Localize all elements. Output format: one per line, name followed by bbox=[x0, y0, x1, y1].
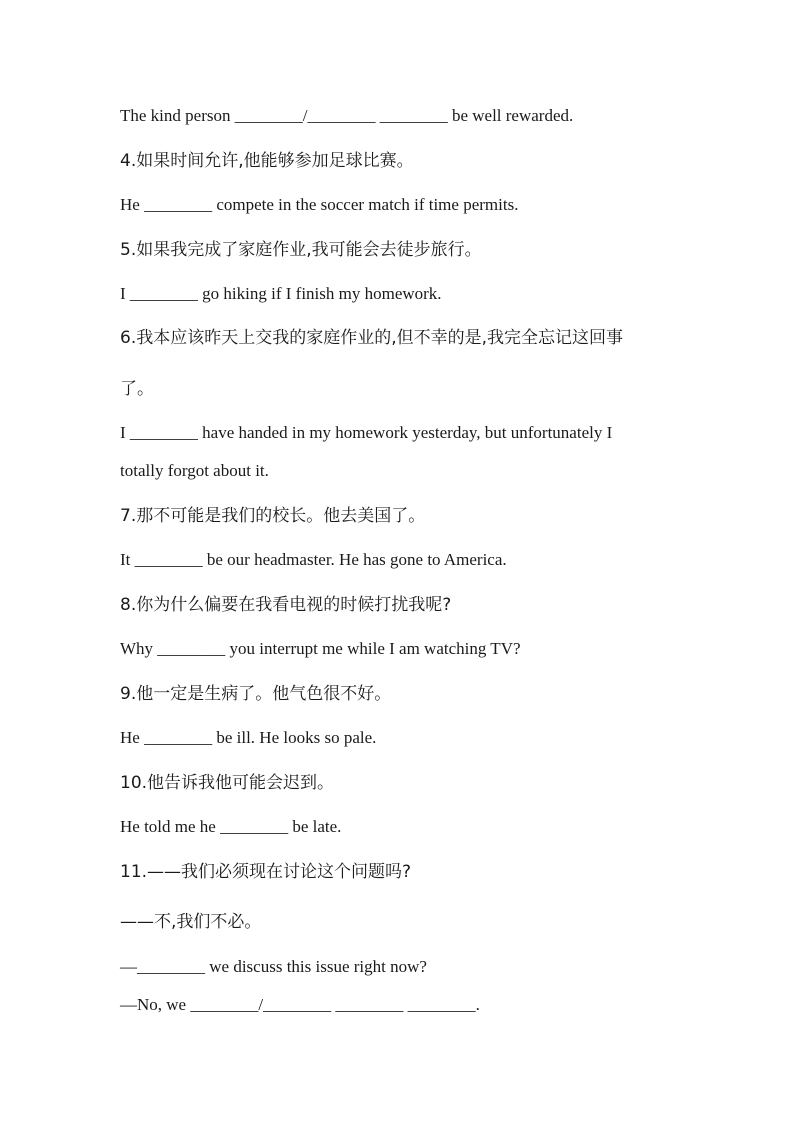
exercise-9-english-line: He ________ be ill. He looks so pale. bbox=[120, 728, 377, 747]
exercise-11-chinese-reply: ——不,我们不必。 bbox=[120, 912, 262, 932]
exercise-5-english-line: I ________ go hiking if I finish my homework. bbox=[120, 284, 442, 303]
exercise-11-chinese-prompt: 11.——我们必须现在讨论这个问题吗? bbox=[120, 862, 412, 882]
exercise-9-chinese-prompt: 9.他一定是生病了。他气色很不好。 bbox=[120, 684, 392, 704]
exercise-6-chinese-prompt: 6.我本应该昨天上交我的家庭作业的,但不幸的是,我完全忘记这回事 bbox=[120, 328, 624, 348]
exercise-8-english-line: Why ________ you interrupt me while I am watching TV? bbox=[120, 639, 521, 658]
exercise-8-chinese-prompt: 8.你为什么偏要在我看电视的时候打扰我呢? bbox=[120, 595, 452, 615]
exercise-10-chinese-prompt: 10.他告诉我他可能会迟到。 bbox=[120, 773, 335, 793]
exercise-7-english-line: It ________ be our headmaster. He has gone to America. bbox=[120, 550, 507, 569]
exercise-7-chinese-prompt: 7.那不可能是我们的校长。他去美国了。 bbox=[120, 506, 426, 526]
exercise-10-english-line: He told me he ________ be late. bbox=[120, 817, 342, 836]
exercise-3-english-line: The kind person ________/________ ________ be well rewarded. bbox=[120, 106, 574, 125]
exercise-6-english-line: I ________ have handed in my homework yesterday, but unfortunately I bbox=[120, 423, 613, 442]
exercise-11-english-answer: —No, we ________/________ ________ ________. bbox=[120, 995, 480, 1014]
exercise-4-english-line: He ________ compete in the soccer match if time permits. bbox=[120, 195, 519, 214]
exercise-6-chinese-prompt-continued: 了。 bbox=[120, 379, 154, 399]
exercise-6-english-line-continued: totally forgot about it. bbox=[120, 461, 269, 480]
exercise-4-chinese-prompt: 4.如果时间允许,他能够参加足球比赛。 bbox=[120, 151, 414, 171]
exercise-11-english-question: —________ we discuss this issue right now? bbox=[120, 957, 427, 976]
exercise-5-chinese-prompt: 5.如果我完成了家庭作业,我可能会去徒步旅行。 bbox=[120, 240, 482, 260]
